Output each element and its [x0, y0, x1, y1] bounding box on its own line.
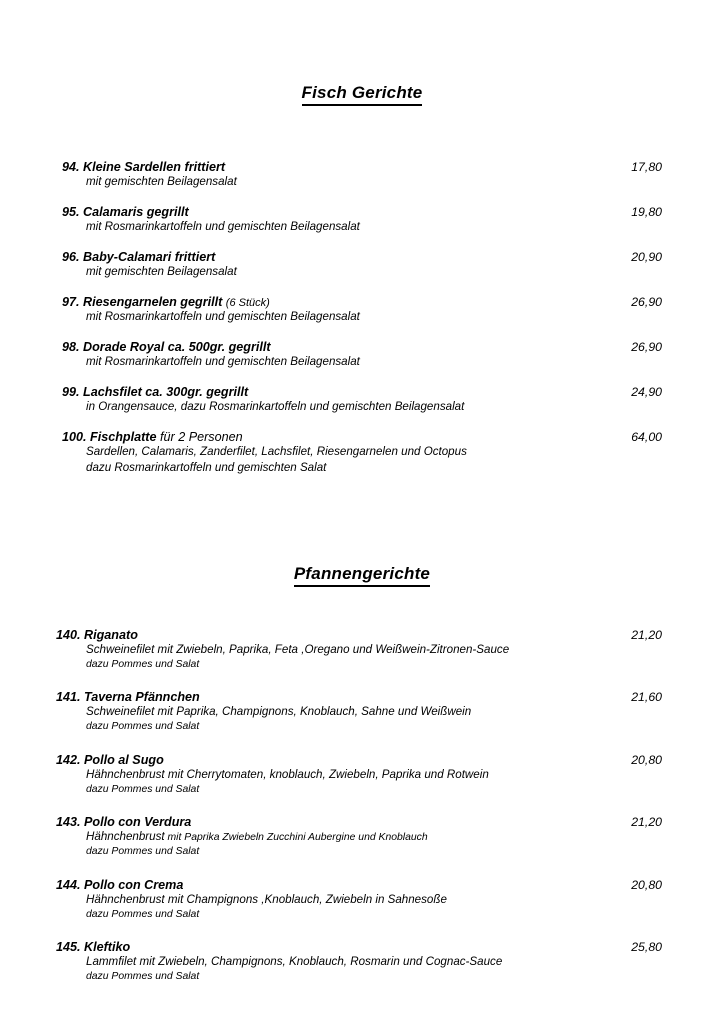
- menu-item-name: Riesengarnelen gegrillt: [83, 294, 223, 309]
- menu-item-price: 20,90: [631, 249, 662, 264]
- menu-item-title: [62, 295, 270, 309]
- section-heading-pfannengerichte: [0, 564, 724, 587]
- menu-item-header: [62, 295, 662, 309]
- menu-item-name: Fischplatte: [90, 429, 157, 444]
- menu-item: [62, 430, 662, 476]
- menu-item: [62, 295, 662, 325]
- menu-item-price: 19,80: [631, 204, 662, 219]
- menu-item-number: 99.: [62, 384, 80, 399]
- menu-item-name: Pollo al Sugo: [84, 752, 164, 767]
- menu-item-number: 96.: [62, 249, 80, 264]
- menu-item-description-line: Hähnchenbrust mit Cherrytomaten, knoblauch, Zwiebeln, Paprika und Rotwein: [86, 767, 489, 781]
- menu-item-description-line: dazu Rosmarinkartoffeln und gemischten Salat: [86, 460, 327, 474]
- menu-item: [56, 815, 662, 860]
- menu-item-description: [56, 954, 662, 984]
- menu-item-description-line: Lammfilet mit Zwiebeln, Champignons, Knoblauch, Rosmarin und Cognac-Sauce: [86, 955, 503, 969]
- menu-item-description: [62, 264, 662, 280]
- menu-item-title: [56, 690, 200, 704]
- menu-item-description: [56, 892, 662, 922]
- menu-item-title: [56, 628, 138, 642]
- menu-item-description-line: mit Rosmarinkartoffeln und gemischten Beilagensalat: [86, 309, 360, 323]
- menu-item-name: Kleftiko: [84, 940, 131, 955]
- menu-item-description-line: dazu Pommes und Salat: [86, 908, 200, 920]
- menu-item-description-line: dazu Pommes und Salat: [86, 721, 200, 733]
- menu-item-number: 97.: [62, 294, 80, 309]
- menu-item-title: [56, 753, 164, 767]
- menu-item-number: 140.: [56, 628, 81, 642]
- menu-item-price: 17,80: [631, 160, 662, 174]
- menu-item-description: [62, 309, 662, 325]
- menu-item-price: 64,00: [631, 429, 662, 444]
- menu-item-description-line: dazu Pommes und Salat: [86, 658, 200, 670]
- section-heading-text: Pfannengerichte: [294, 564, 430, 587]
- menu-item-name: Riganato: [84, 628, 138, 642]
- menu-item: [56, 878, 662, 922]
- menu-item-name-suffix: für 2 Personen: [160, 429, 243, 444]
- section-heading-text: Fisch Gerichte: [302, 83, 423, 106]
- menu-item-number: 100.: [62, 429, 87, 444]
- menu-item-description-line: dazu Pommes und Salat: [86, 971, 200, 983]
- menu-item: [56, 940, 662, 984]
- menu-item-header: [62, 160, 662, 174]
- menu-item-price: 20,80: [631, 877, 662, 892]
- menu-item-name: Dorade Royal ca. 500gr. gegrillt: [83, 339, 271, 354]
- description-rest: mit Paprika Zwiebeln Zucchini Aubergine und Knoblauch: [164, 832, 428, 844]
- menu-item-header: [62, 250, 662, 264]
- menu-item-title: [62, 340, 271, 354]
- menu-item-price: 21,60: [631, 690, 662, 705]
- menu-item-description: [56, 642, 662, 672]
- menu-item: [62, 205, 662, 235]
- section-heading-fisch-gerichte: [0, 83, 724, 106]
- menu-item-title: [56, 878, 183, 892]
- menu-item-number: 145.: [56, 940, 81, 955]
- menu-item-price: 20,80: [631, 752, 662, 767]
- menu-item-number: 142.: [56, 752, 81, 767]
- menu-item: [62, 385, 662, 415]
- menu-item-name: Pollo con Crema: [84, 877, 184, 892]
- menu-item-title: [56, 940, 130, 954]
- menu-item-title: [62, 205, 189, 219]
- menu-item-number: 98.: [62, 339, 80, 354]
- menu-item-price: 21,20: [631, 815, 662, 830]
- menu-item-header: [62, 205, 662, 219]
- menu-item-price: 21,20: [631, 628, 662, 642]
- menu-item-title: [56, 815, 191, 829]
- menu-item-name: Lachsfilet ca. 300gr. gegrillt: [83, 384, 249, 399]
- menu-item-title: [62, 430, 243, 444]
- menu-item: [62, 160, 662, 190]
- menu-item-description-line: in Orangensauce, dazu Rosmarinkartoffeln und gemischten Beilagensalat: [86, 399, 465, 413]
- menu-item-name: Taverna Pfännchen: [84, 690, 200, 705]
- menu-item-price: 26,90: [631, 294, 662, 309]
- menu-item-title: [62, 160, 225, 174]
- menu-item-name: Pollo con Verdura: [84, 815, 192, 830]
- menu-item-description-line: Sardellen, Calamaris, Zanderfilet, Lachsfilet, Riesengarnelen und Octopus: [86, 444, 467, 458]
- menu-item-description: [62, 174, 662, 190]
- menu-item-header: [62, 385, 662, 399]
- menu-item-description-line: mit gemischten Beilagensalat: [86, 175, 237, 188]
- menu-item-header: [62, 340, 662, 354]
- menu-item-price: 26,90: [631, 339, 662, 354]
- menu-item-number: 94.: [62, 160, 80, 174]
- menu-item-name: Calamaris gegrillt: [83, 204, 189, 219]
- menu-item-description-line: mit Rosmarinkartoffeln und gemischten Beilagensalat: [86, 354, 360, 368]
- menu-item: [62, 250, 662, 280]
- menu-item: [56, 628, 662, 672]
- menu-item-header: [56, 940, 662, 954]
- menu-item-description: [62, 444, 662, 476]
- menu-section-pfannengerichte: [56, 628, 662, 1002]
- menu-item-header: [62, 430, 662, 444]
- menu-item-header: [56, 815, 662, 829]
- menu-item-description: [56, 829, 662, 860]
- menu-item-header: [56, 628, 662, 642]
- menu-item-number: 141.: [56, 690, 81, 705]
- menu-item: [56, 753, 662, 797]
- menu-item-description: [62, 219, 662, 235]
- menu-item-number: 95.: [62, 204, 80, 219]
- menu-item-name: Baby-Calamari frittiert: [83, 249, 216, 264]
- description-lead: Hähnchenbrust: [86, 830, 165, 844]
- menu-item-number: 143.: [56, 815, 81, 830]
- menu-item-description-line: Hähnchenbrust mit Champignons ,Knoblauch, Zwiebeln in Sahnesoße: [86, 892, 447, 906]
- menu-item-header: [56, 878, 662, 892]
- menu-item-description: [62, 399, 662, 415]
- menu-item-header: [56, 690, 662, 704]
- menu-item-title: [62, 250, 215, 264]
- menu-item-number: 144.: [56, 877, 81, 892]
- menu-item-description-line: [86, 829, 662, 845]
- menu-item-title: [62, 385, 248, 399]
- menu-item-name: Kleine Sardellen frittiert: [83, 160, 226, 174]
- menu-item: [56, 690, 662, 734]
- menu-item: [62, 340, 662, 370]
- menu-item-description-line: Schweinefilet mit Zwiebeln, Paprika, Feta ,Oregano und Weißwein-Zitronen-Sauce: [86, 643, 510, 656]
- menu-section-fisch-gerichte: [62, 160, 662, 491]
- menu-item-description: [62, 354, 662, 370]
- menu-item-description: [56, 704, 662, 734]
- menu-item-price: 24,90: [631, 384, 662, 399]
- menu-item-name-suffix: (6 Stück): [225, 296, 270, 309]
- menu-item-description-line: dazu Pommes und Salat: [86, 846, 200, 858]
- menu-item-description-line: mit Rosmarinkartoffeln und gemischten Beilagensalat: [86, 219, 360, 233]
- menu-item-header: [56, 753, 662, 767]
- menu-item-description-line: Schweinefilet mit Paprika, Champignons, Knoblauch, Sahne und Weißwein: [86, 705, 472, 719]
- menu-item-description: [56, 767, 662, 797]
- menu-item-description-line: dazu Pommes und Salat: [86, 783, 200, 795]
- menu-item-price: 25,80: [631, 940, 662, 955]
- menu-item-description-line: mit gemischten Beilagensalat: [86, 264, 237, 278]
